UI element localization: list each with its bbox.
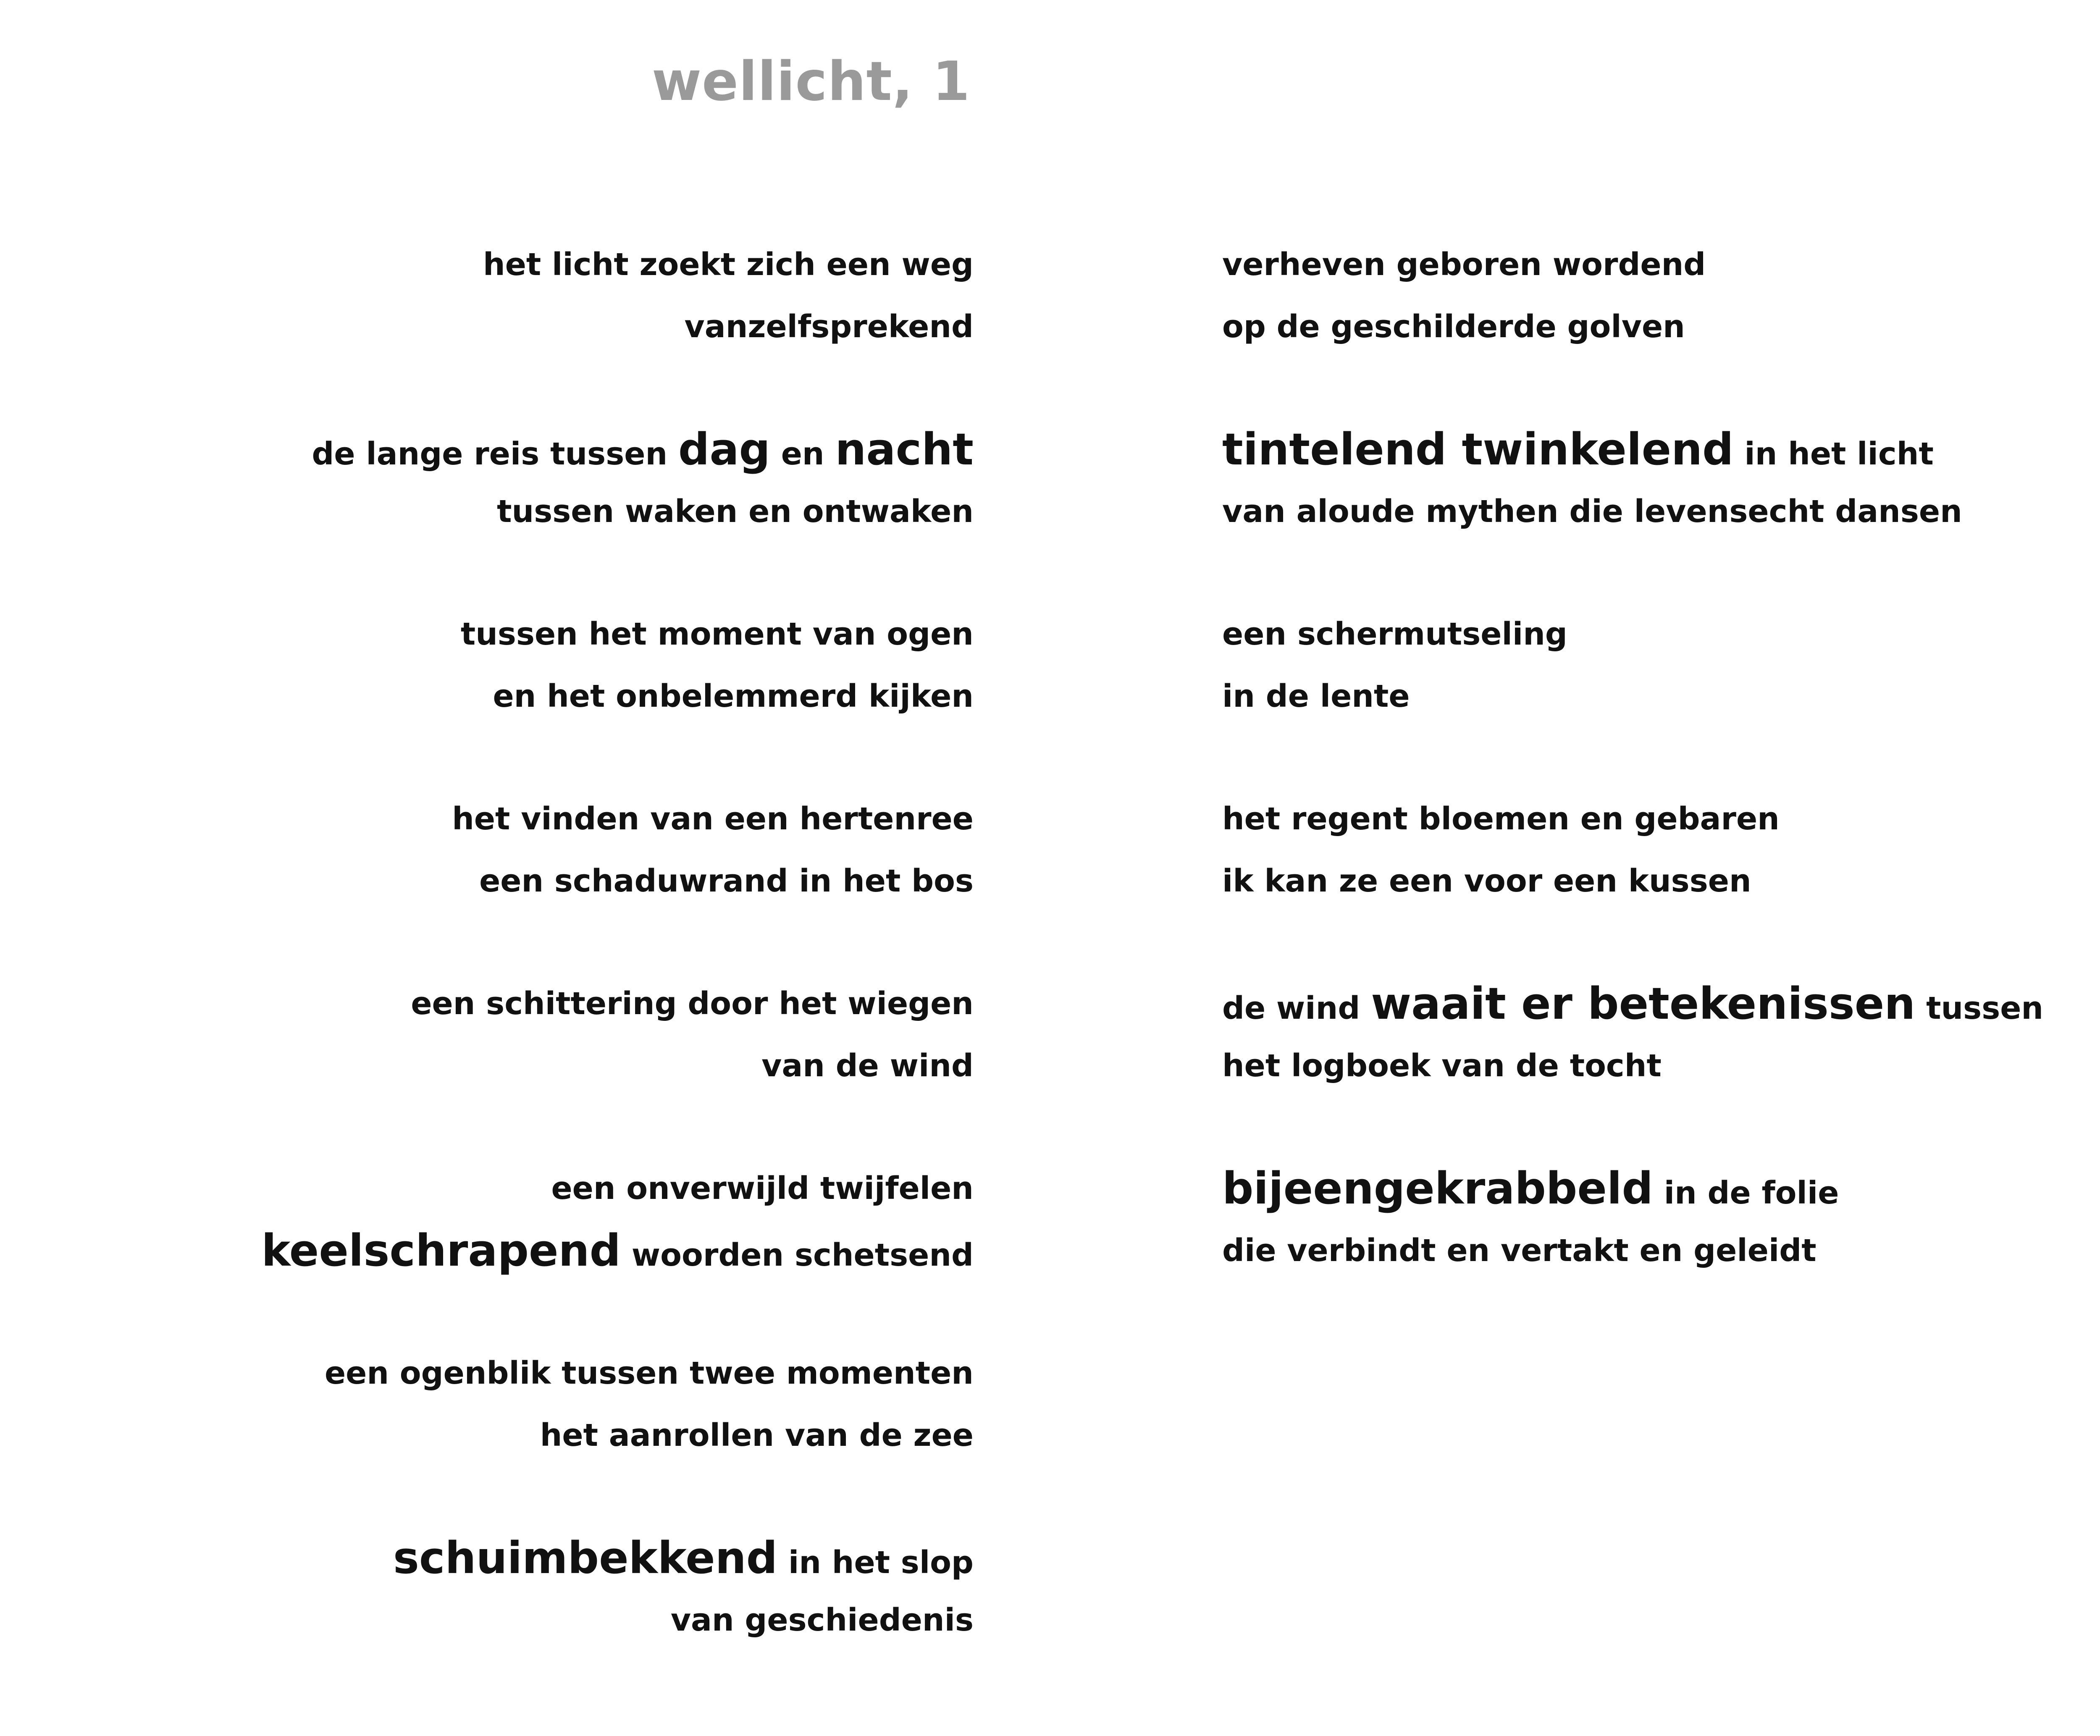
right-verse-line [1222, 860, 1751, 902]
verse-text: een schaduwrand in het bos [479, 863, 974, 899]
verse-text: het aanrollen van de zee [540, 1417, 974, 1453]
verse-text: tussen waken en ontwaken [497, 493, 974, 530]
poem-title: wellicht, 1 [651, 50, 970, 113]
right-verse-line [1222, 424, 1934, 475]
emphasized-word: keelschrapend [261, 1225, 621, 1276]
left-verse-line [393, 1532, 974, 1584]
right-verse-line [1222, 244, 1706, 286]
emphasized-word: tintelend twinkelend [1222, 424, 1734, 475]
right-verse-line [1222, 490, 1962, 532]
left-verse-line [551, 1167, 974, 1209]
left-verse-line [497, 490, 974, 532]
verse-text: verheven geboren wordend [1222, 247, 1706, 283]
verse-text: op de geschilderde golven [1222, 309, 1685, 345]
verse-text: een schittering door het wiegen [411, 986, 974, 1022]
left-verse-line [261, 1225, 974, 1276]
left-verse-line [452, 798, 974, 840]
verse-text: een onverwijld twijfelen [551, 1170, 974, 1206]
right-verse-line [1222, 675, 1410, 717]
left-verse-line [540, 1414, 974, 1456]
left-verse-line [411, 983, 974, 1025]
verse-text: en het onbelemmerd kijken [493, 678, 974, 714]
verse-text: het logboek van de tocht [1222, 1048, 1662, 1084]
emphasized-word: dag [678, 424, 770, 475]
left-verse-line [479, 860, 974, 902]
left-verse-line [671, 1599, 974, 1641]
right-verse-line [1222, 978, 2044, 1029]
verse-text: in de lente [1222, 678, 1410, 714]
verse-text: een schermutseling [1222, 616, 1567, 652]
verse-text: de wind [1222, 990, 1371, 1026]
verse-text: het vinden van een hertenree [452, 801, 974, 837]
verse-text: in de folie [1653, 1175, 1839, 1211]
right-verse-line [1222, 1045, 1662, 1087]
emphasized-word: schuimbekkend [393, 1532, 778, 1584]
verse-text: het licht zoekt zich een weg [483, 247, 974, 283]
verse-text: tussen het moment van ogen [460, 616, 974, 652]
right-verse-line [1222, 613, 1567, 655]
left-verse-line [325, 1352, 974, 1394]
right-verse-line [1222, 798, 1780, 840]
left-verse-line [761, 1045, 974, 1087]
verse-text: in het licht [1733, 436, 1934, 472]
left-verse-line [493, 675, 974, 717]
verse-text: in het slop [777, 1545, 974, 1581]
left-verse-line [483, 244, 974, 286]
emphasized-word: nacht [835, 424, 974, 475]
verse-text: ik kan ze een voor een kussen [1222, 863, 1751, 899]
left-verse-line [312, 424, 974, 475]
verse-text: van aloude mythen die levensecht dansen [1222, 493, 1962, 530]
emphasized-word: waait er betekenissen [1371, 978, 1916, 1029]
verse-text: tussen [1915, 990, 2044, 1026]
verse-text: de lange reis tussen [312, 436, 678, 472]
verse-text: het regent bloemen en gebaren [1222, 801, 1780, 837]
left-verse-line [685, 306, 974, 348]
right-verse-line [1222, 1163, 1839, 1214]
verse-text: en [770, 436, 835, 472]
verse-text: van geschiedenis [670, 1602, 974, 1638]
emphasized-word: bijeengekrabbeld [1222, 1163, 1653, 1214]
verse-text: die verbindt en vertakt en geleidt [1222, 1233, 1816, 1269]
verse-text: een ogenblik tussen twee momenten [324, 1355, 974, 1391]
verse-text: woorden schetsend [621, 1237, 974, 1273]
verse-text: van de wind [761, 1048, 974, 1084]
left-verse-line [461, 613, 974, 655]
right-verse-line [1222, 1230, 1816, 1272]
verse-text: vanzelfsprekend [684, 309, 974, 345]
right-verse-line [1222, 306, 1685, 348]
